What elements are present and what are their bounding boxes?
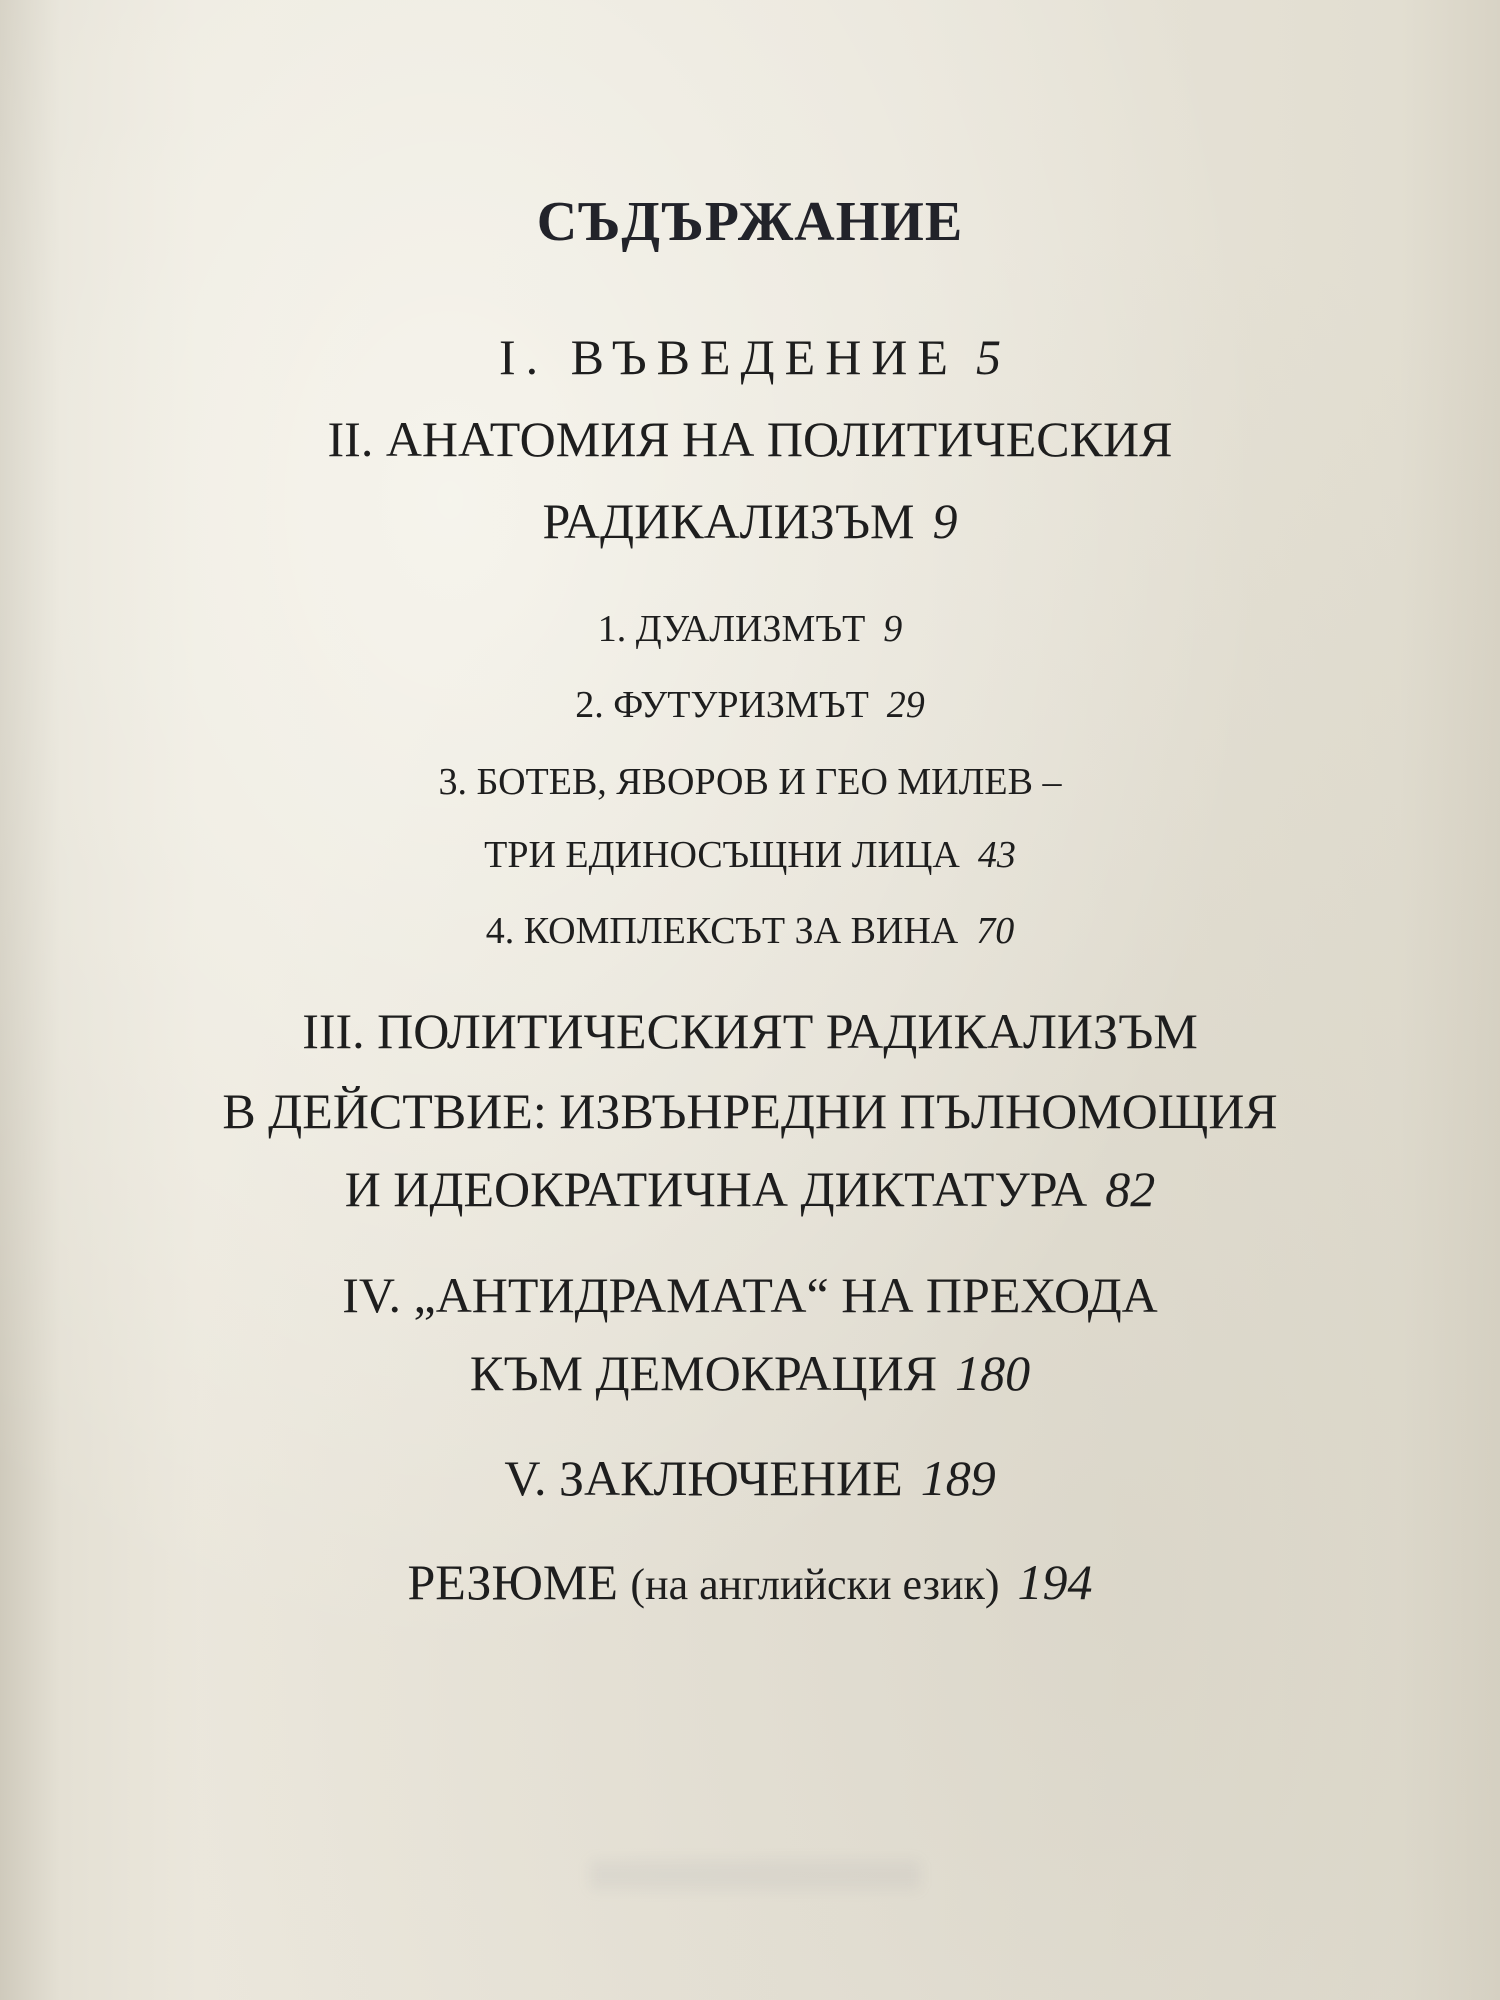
toc-entry-text: ТРИ ЕДИНОСЪЩНИ ЛИЦА (484, 834, 960, 876)
toc-entry-text: II. АНАТОМИЯ НА ПОЛИТИЧЕСКИЯ (327, 411, 1173, 467)
toc-subentry-dualism (0, 607, 1500, 651)
toc-subentry-botev-line2 (0, 833, 1500, 877)
toc-entry-page: 180 (955, 1345, 1031, 1401)
toc-title: СЪДЪРЖАНИЕ (536, 191, 964, 253)
bleed-through-shadow (590, 1860, 920, 1890)
toc-entry-radicalism-line2 (0, 1082, 1500, 1140)
toc-subentry-guilt (0, 909, 1500, 953)
toc-entry-text: IV. „АНТИДРАМАТА“ НА ПРЕХОДА (342, 1267, 1158, 1323)
toc-entry-radicalism-line3 (0, 1160, 1500, 1218)
toc-subentry-botev-line1 (0, 760, 1500, 804)
toc-entry-anatomy-line2 (0, 492, 1500, 550)
toc-entry-text: I. ВЪВЕДЕНИЕ (499, 329, 958, 385)
toc-entry-text: 4. КОМПЛЕКСЪТ ЗА ВИНА (485, 910, 959, 952)
toc-entry-conclusion (0, 1449, 1500, 1507)
toc-entry-page: 9 (883, 608, 903, 650)
toc-entry-radicalism-line1 (0, 1002, 1500, 1060)
toc-entry-text: И ИДЕОКРАТИЧНА ДИКТАТУРА (344, 1161, 1088, 1217)
toc-entry-antidrama-line2 (0, 1344, 1500, 1402)
toc-entry-anatomy-line1 (0, 410, 1500, 468)
toc-entry-text: 3. БОТЕВ, ЯВОРОВ И ГЕО МИЛЕВ – (438, 761, 1062, 803)
toc-entry-page: 82 (1105, 1161, 1156, 1217)
toc-entry-page: 43 (977, 834, 1016, 876)
toc-entry-page: 194 (1017, 1554, 1093, 1610)
toc-entry-text: 1. ДУАЛИЗМЪТ (597, 608, 866, 650)
toc-entry-text: 2. ФУТУРИЗМЪТ (575, 684, 869, 726)
toc-entry-text: В ДЕЙСТВИЕ: ИЗВЪНРЕДНИ ПЪЛНОМОЩИЯ (222, 1083, 1278, 1139)
toc-entry-text: III. ПОЛИТИЧЕСКИЯТ РАДИКАЛИЗЪМ (302, 1003, 1198, 1059)
toc-entry-antidrama-line1 (0, 1266, 1500, 1324)
toc-entry-text: КЪМ ДЕМОКРАЦИЯ (469, 1345, 938, 1401)
toc-entry-page: 5 (975, 329, 1001, 385)
toc-entry-page: 189 (920, 1450, 996, 1506)
toc-entry-note: (на английски език) (630, 1560, 1000, 1609)
toc-entry-page: 70 (976, 910, 1015, 952)
toc-subentry-futurism (0, 683, 1500, 727)
toc-entry-page: 9 (932, 493, 958, 549)
toc-entry-text: V. ЗАКЛЮЧЕНИЕ (504, 1450, 903, 1506)
toc-entry-page: 29 (886, 684, 925, 726)
toc-entry-text: РАДИКАЛИЗЪМ (542, 493, 915, 549)
toc-entry-resume (0, 1553, 1500, 1611)
toc-entry-introduction (0, 328, 1500, 386)
toc-entry-text: РЕЗЮМЕ (407, 1554, 618, 1610)
